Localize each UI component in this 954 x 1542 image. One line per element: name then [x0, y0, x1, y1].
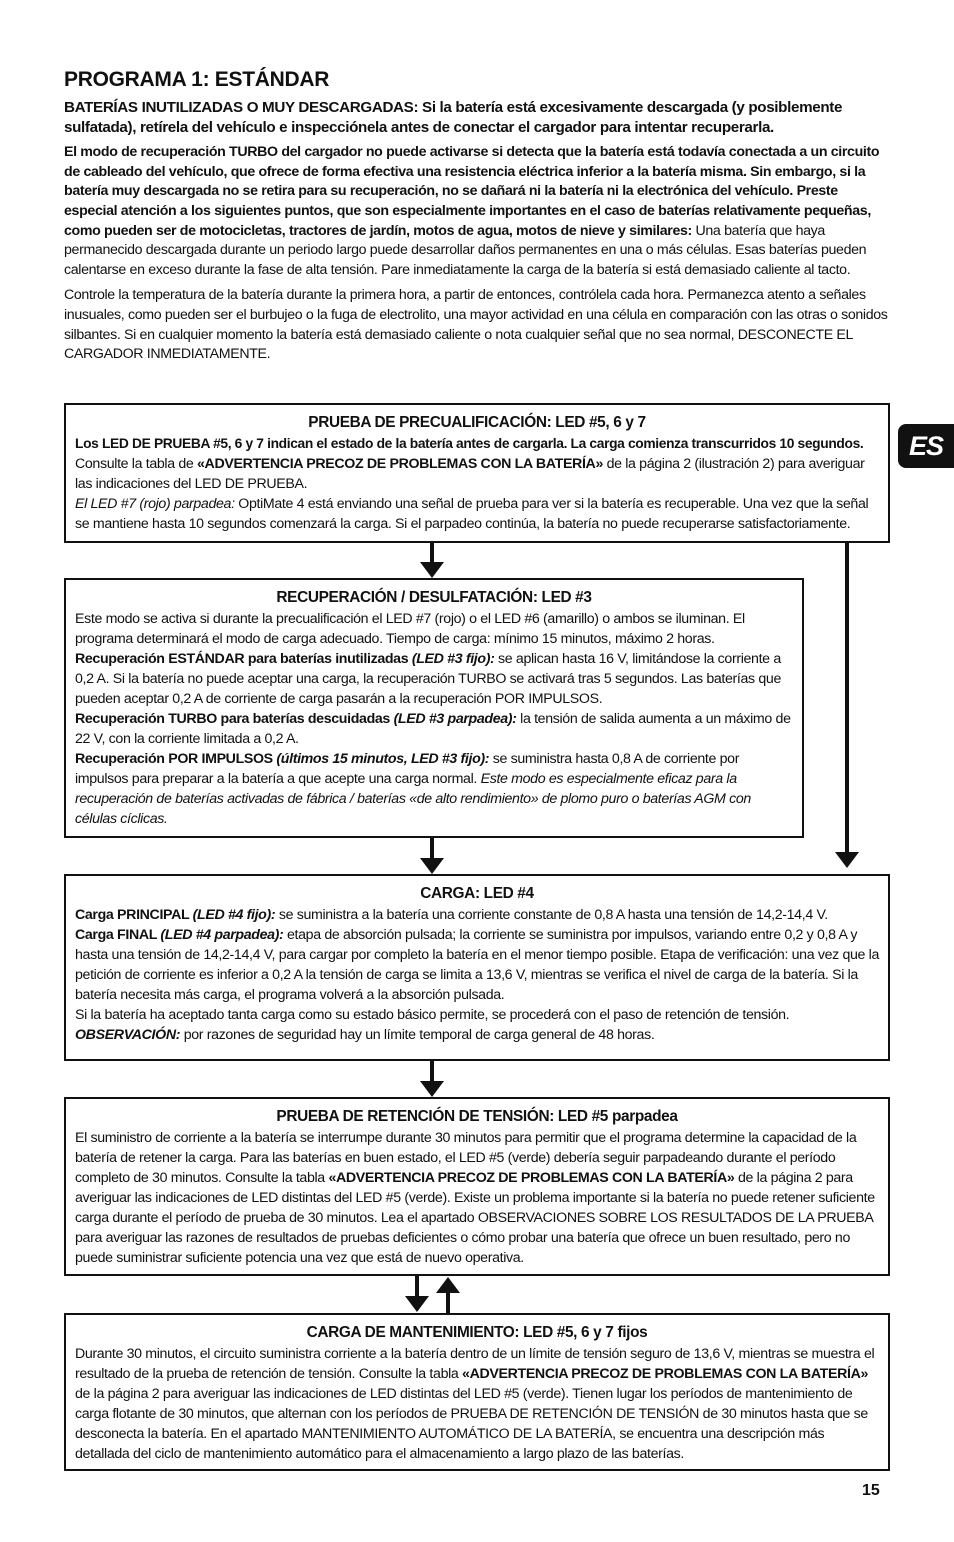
box-title: CARGA: LED #4: [420, 885, 534, 902]
box-title: RECUPERACIÓN / DESULFATACIÓN: LED #3: [276, 589, 592, 606]
box-text: Los LED DE PRUEBA #5, 6 y 7 indican el estado de la batería antes de cargarla. La carga comienza transcurridos 10 segundos. Consulte la tabla de «ADVERTENCIA PRECOZ DE PROBLEMAS CON LA BATERÍA» de la página 2 (ilustración 2) para averiguar las indicaciones del LED DE PRUEBA.: [75, 436, 865, 492]
box-title: CARGA DE MANTENIMIENTO: LED #5, 6 y 7 fijos: [306, 1324, 648, 1341]
arrow-down-icon: [420, 543, 444, 578]
arrow-down-icon: [420, 1061, 444, 1097]
arrow-down-icon: [405, 1276, 429, 1312]
arrow-up-icon: [436, 1277, 460, 1313]
page-number: 15: [862, 1482, 880, 1499]
box-text: Recuperación ESTÁNDAR para baterías inutilizadas (LED #3 fijo): se aplican hasta 16 V, limitándose la corriente a 0,2 A. Si la batería no puede aceptar una carga, la recuperación TURBO se activará tras 5 segundos. Las baterías que pueden aceptar 0,2 A de corriente de carga pasarán a la recuperación POR IMPULSOS.: [75, 651, 782, 707]
box-text: Recuperación POR IMPULSOS (últimos 15 minutos, LED #3 fijo): se suministra hasta 0,8 A de corriente por impulsos para preparar a la batería a que acepte una carga normal. Este modo es especialmente eficaz para la recuperación de baterías activadas de fábrica / baterías «de alto rendimiento» de plomo puro o baterías AGM con células cíclicas.: [75, 751, 751, 827]
bypass-arrow-down-icon: [835, 543, 859, 868]
box-text: Este modo se activa si durante la precualificación el LED #7 (rojo) o el LED #6 (amarillo) o ambos se iluminan. El programa determinará el modo de carga adecuado. Tiempo de carga: mínimo 15 minutos, máximo 2 horas.: [75, 611, 745, 647]
box-text: OBSERVACIÓN: por razones de seguridad hay un límite temporal de carga general de 48 horas.: [75, 1027, 655, 1043]
box-text: Carga PRINCIPAL (LED #4 fijo): se suministra a la batería una corriente constante de 0,8 A hasta una tensión de 14,2-14,4 V.: [75, 907, 828, 923]
intro-paragraph-1: BATERÍAS INUTILIZADAS O MUY DESCARGADAS: Si la batería está excesivamente descargada (y posiblemente sulfatada), retírela del vehículo e inspecciónela antes de conectar el cargador para intentar recuperarla.: [64, 99, 843, 136]
box-title: PRUEBA DE PRECUALIFICACIÓN: LED #5, 6 y 7: [308, 414, 646, 431]
intro-paragraph-3: Controle la temperatura de la batería durante la primera hora, a partir de entonces, contrólela cada hora. Permanezca atento a señales inusuales, como pueden ser el burbujeo o la fuga de electrolito, una mayor actividad en una célula en comparación con las otras o sonidos silbantes. Si en cualquier momento la batería está demasiado caliente o nota cualquier señal que no sea normal, DESCONECTE EL CARGADOR INMEDIATAMENTE.: [64, 287, 888, 363]
box-text: Recuperación TURBO para baterías descuidadas (LED #3 parpadea): la tensión de salida aumenta a un máximo de 22 V, con la corriente limitada a 0,2 A.: [75, 711, 791, 747]
box-text: Carga FINAL (LED #4 parpadea): etapa de absorción pulsada; la corriente se suministra por impulsos, variando entre 0,2 y 0,8 A y hasta una tensión de 14,2-14,4 V, para cargar por completo la batería en el menor tiempo posible. Etapa de verificación: una vez que la petición de corriente es inferior a 0,2 A la tensión de carga se limita a 13,6 V, mientras se verifica el nivel de carga de la batería. Si la batería necesita más carga, el programa volverá a la absorción pulsada.: [75, 927, 880, 1003]
arrow-down-icon: [420, 838, 444, 874]
intro-paragraph-2: El modo de recuperación TURBO del cargador no puede activarse si detecta que la batería está todavía conectada a un circuito de cableado del vehículo, que ofrece de forma efectiva una resistencia eléctrica inferior a la batería misma. Sin embargo, si la batería muy descargada no se retira para su recuperación, no se dañará ni la batería ni la electrónica del vehículo. Preste especial atención a los siguientes puntos, que son especialmente importantes en el caso de baterías relativamente pequeñas, como pueden ser de motocicletas, tractores de jardín, motos de agua, motos de nieve y similares: Una batería que haya permanecido descargada durante un periodo largo puede desarrollar daños permanentes en una o más células. Esas baterías pueden calentarse en exceso durante la fase de alta tensión. Pare inmediatamente la carga de la batería si está demasiado caliente al tacto.: [64, 144, 880, 278]
language-tab: ES: [898, 424, 954, 468]
box-title: PRUEBA DE RETENCIÓN DE TENSIÓN: LED #5 parpadea: [276, 1108, 678, 1125]
box-text: Durante 30 minutos, el circuito suministra corriente a la batería dentro de un límite de tensión seguro de 13,6 V, mientras se muestra el resultado de la prueba de retención de tensión. Consulte la tabla «ADVERTENCIA PRECOZ DE PROBLEMAS CON LA BATERÍA» de la página 2 para averiguar las indicaciones de LED distintas del LED #5 (verde). Tienen lugar los períodos de mantenimiento de carga flotante de 30 minutos, que alternan con los períodos de PRUEBA DE RETENCIÓN DE TENSIÓN de 30 minutos hasta que se desconecta la batería. En el apartado MANTENIMIENTO AUTOMÁTICO DE LA BATERÍA, se encuentra una descripción más detallada del ciclo de mantenimiento automático para el almacenamiento a largo plazo de las baterías.: [75, 1346, 875, 1462]
box-text: Si la batería ha aceptado tanta carga como su estado básico permite, se procederá con el paso de retención de tensión.: [75, 1007, 790, 1023]
box-text: El LED #7 (rojo) parpadea: OptiMate 4 está enviando una señal de prueba para ver si la batería es recuperable. Una vez que la señal se mantiene hasta 10 segundos comenzará la carga. Si el parpadeo continúa, la batería no puede recuperarse satisfactoriamente.: [75, 496, 869, 532]
page-heading: PROGRAMA 1: ESTÁNDAR: [64, 68, 330, 91]
box-text: El suministro de corriente a la batería se interrumpe durante 30 minutos para permitir que el programa determine la capacidad de la batería de retener la carga. Para las baterías en buen estado, el LED #5 (verde) debería seguir parpadeando durante el período completo de 30 minutos. Consulte la tabla «ADVERTENCIA PRECOZ DE PROBLEMAS CON LA BATERÍA» de la página 2 para averiguar las indicaciones de LED distintas del LED #5 (verde). Existe un problema importante si la batería no puede retener suficiente carga durante el período de prueba de 30 minutos. Lea el apartado OBSERVACIONES SOBRE LOS RESULTADOS DE LA PRUEBA para averiguar las razones de resultados de pruebas deficientes o cómo probar una batería que ofrece un buen resultado, pero no puede suministrar suficiente potencia una vez que está de nuevo operativa.: [75, 1130, 875, 1266]
